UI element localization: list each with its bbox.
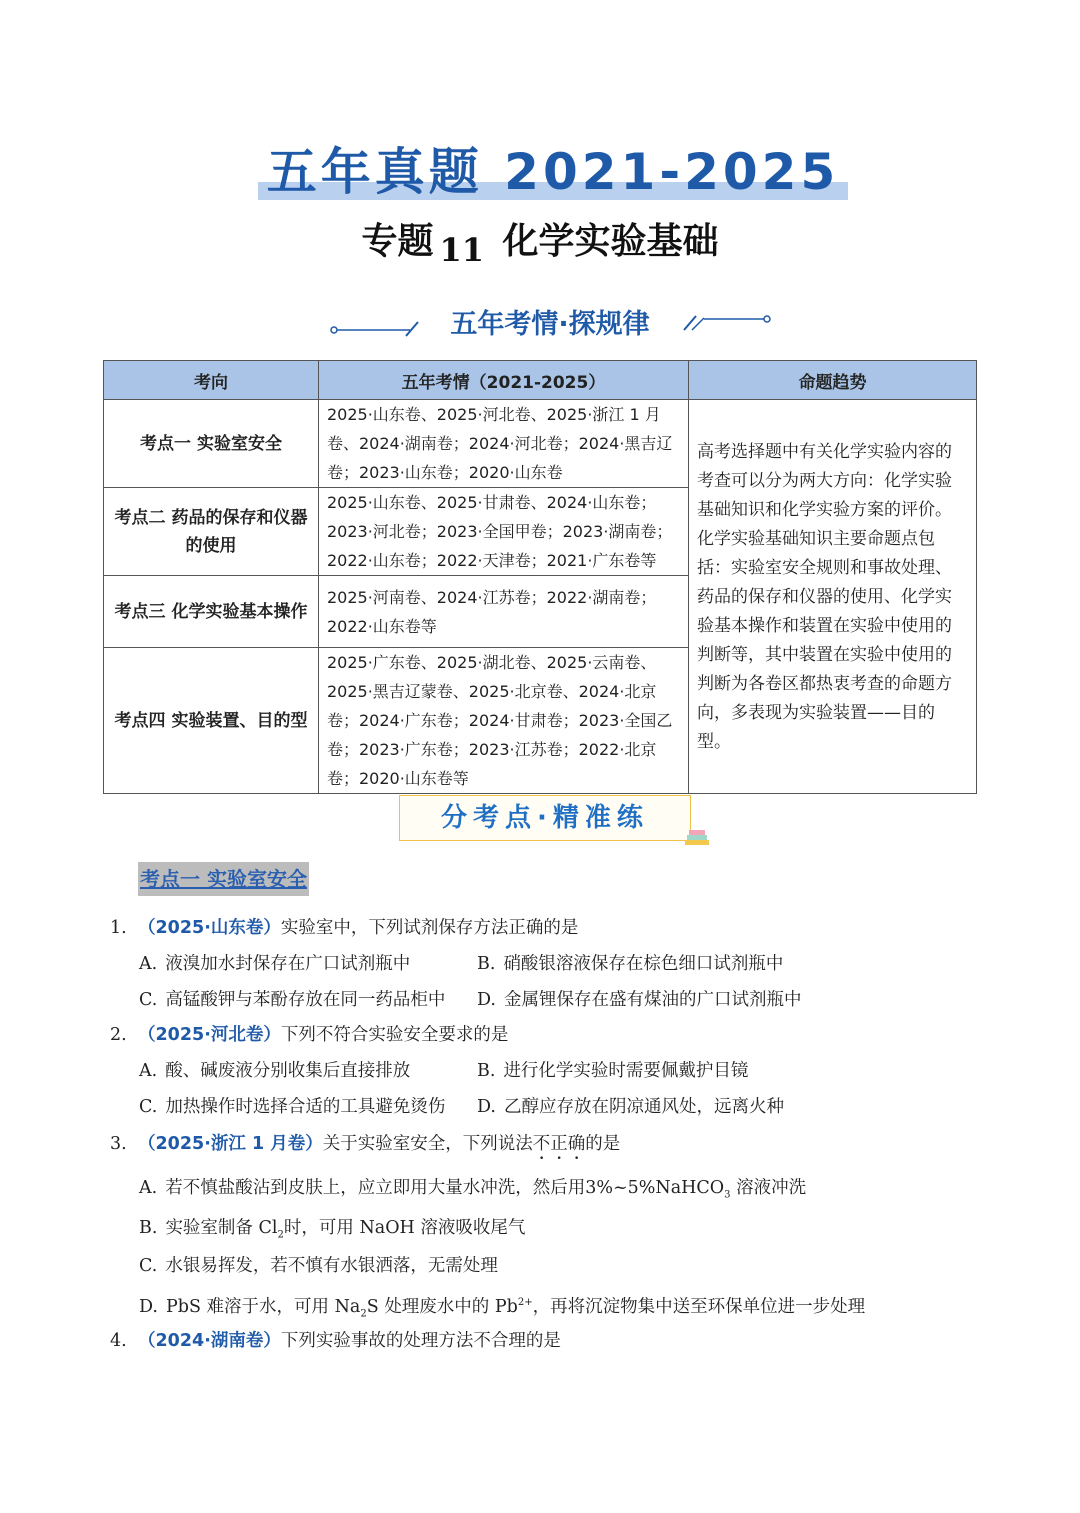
section-heading-overview	[330, 302, 770, 348]
section-practice-label: 分考点·精准练	[441, 803, 649, 833]
section-overview-label: 五年考情·探规律	[450, 309, 650, 340]
question-number: 1.	[110, 918, 127, 938]
option-text: ，再将沉淀物集中送至环保单位进一步处理	[532, 1296, 866, 1317]
option-text: 时，可用	[283, 1218, 354, 1238]
chemical-formula: NaOH	[359, 1218, 415, 1238]
option-text: 金属锂保存在盛有煤油的广口试剂瓶中	[503, 990, 802, 1010]
banner-title: 五年真题 2021-2025	[266, 143, 840, 201]
chemical-formula: 3%~5%NaHCO	[585, 1178, 725, 1198]
chemical-formula: PbS	[165, 1296, 201, 1317]
option-text: 溶液冲洗	[736, 1178, 807, 1198]
option-letter: D.	[139, 1296, 158, 1317]
option-b	[477, 951, 783, 977]
years-cell: 2025·广东卷、2025·湖北卷、2025·云南卷、2025·黑吉辽蒙卷、2025·北京卷、2024·北京卷；2024·广东卷；2024·甘肃卷；2023·全国乙卷；2023·广东卷；2023·江苏卷；2022·北京卷；2020·山东卷等	[319, 648, 689, 794]
question-source: （2025·河北卷）	[138, 1025, 281, 1045]
question-1	[110, 915, 578, 941]
topic-cell: 考点四 实验装置、目的型	[104, 648, 319, 794]
question-number: 4.	[110, 1331, 127, 1351]
question-4	[110, 1328, 561, 1354]
years-cell: 2025·河南卷、2024·江苏卷；2022·湖南卷；2022·山东卷等	[319, 576, 689, 648]
option-d	[477, 987, 801, 1013]
question-number: 3.	[110, 1134, 127, 1154]
chemical-formula: Pb	[494, 1296, 518, 1317]
left-pen-line-icon	[330, 318, 422, 338]
option-b	[477, 1058, 748, 1084]
subject-title	[300, 214, 780, 270]
topic-cell: 考点一 实验室安全	[104, 400, 319, 488]
option-letter: C.	[139, 1256, 158, 1276]
option-letter: C.	[139, 1097, 158, 1117]
title-banner	[258, 140, 848, 206]
option-letter: B.	[139, 1218, 158, 1238]
option-letter: D.	[477, 990, 496, 1010]
years-cell: 2025·山东卷、2025·甘肃卷、2024·山东卷；2023·河北卷；2023·全国甲卷；2023·湖南卷；2022·山东卷；2022·天津卷；2021·广东卷等	[319, 488, 689, 576]
option-a	[139, 1058, 410, 1084]
option-text: 乙醇应存放在阴凉通风处，远离火种	[503, 1097, 784, 1117]
option-letter: D.	[477, 1097, 496, 1117]
option-text: 处理废水中的	[384, 1296, 490, 1317]
option-a	[139, 1175, 806, 1209]
option-text: 溶液吸收尾气	[420, 1218, 526, 1238]
option-letter: A.	[139, 1178, 158, 1198]
books-icon	[684, 828, 710, 846]
question-source: （2024·湖南卷）	[138, 1331, 281, 1351]
question-source: （2025·浙江 1 月卷）	[138, 1134, 323, 1154]
option-c	[139, 1094, 445, 1120]
subject-name: 化学实验基础	[502, 221, 719, 262]
option-letter: B.	[477, 1061, 496, 1081]
option-text: 进行化学实验时需要佩戴护目镜	[503, 1061, 749, 1081]
question-stem: 下列实验事故的处理方法不合理的是	[280, 1331, 561, 1351]
option-text: 加热操作时选择合适的工具避免烫伤	[165, 1097, 446, 1117]
years-cell: 2025·山东卷、2025·河北卷、2025·浙江 1 月卷、2024·湖南卷；2024·河北卷；2024·黑吉辽卷；2023·山东卷；2020·山东卷	[319, 400, 689, 488]
exam-summary-table	[103, 360, 977, 794]
trend-cell	[689, 400, 977, 794]
chemical-formula: Na	[334, 1296, 361, 1317]
right-pen-line-icon	[680, 312, 772, 334]
table-header: 五年考情（2021-2025）	[319, 361, 689, 400]
option-letter: A.	[139, 1061, 158, 1081]
emphasis-text: 不正确	[532, 1134, 586, 1154]
option-text: 高锰酸钾与苯酚存放在同一药品柜中	[165, 990, 446, 1010]
table-header-row	[104, 361, 977, 400]
option-c	[139, 987, 445, 1013]
option-letter: A.	[139, 954, 158, 974]
option-text: 硝酸银溶液保存在棕色细口试剂瓶中	[503, 954, 784, 974]
topic-cell: 考点三 化学实验基本操作	[104, 576, 319, 648]
option-c	[139, 1253, 498, 1279]
option-text: 液溴加水封保存在广口试剂瓶中	[165, 954, 411, 974]
subject-prefix: 专题	[361, 221, 434, 262]
question-stem: 实验室中，下列试剂保存方法正确的是	[280, 918, 579, 938]
section-heading-practice	[399, 795, 691, 841]
formula-subscript: 2	[360, 1308, 367, 1320]
question-3	[110, 1131, 620, 1164]
option-b	[139, 1215, 525, 1249]
question-number: 2.	[110, 1025, 127, 1045]
formula-superscript: 2+	[517, 1297, 533, 1308]
option-text: 难溶于水，可用	[206, 1296, 330, 1317]
point-heading: 考点一 实验室安全	[138, 862, 309, 896]
chemical-formula: Cl	[258, 1218, 278, 1238]
option-d	[139, 1290, 865, 1327]
table-header: 考向	[104, 361, 319, 400]
option-text: 酸、碱废液分别收集后直接排放	[165, 1061, 411, 1081]
option-text: 实验室制备	[165, 1218, 253, 1238]
option-letter: B.	[477, 954, 496, 974]
question-stem: 关于实验室安全，下列说法	[322, 1134, 533, 1154]
option-d	[477, 1094, 784, 1120]
formula-subscript: 2	[277, 1229, 284, 1241]
question-stem-end: 的是	[585, 1134, 621, 1154]
table-header: 命题趋势	[689, 361, 977, 400]
option-letter: C.	[139, 990, 158, 1010]
topic-cell: 考点二 药品的保存和仪器的使用	[104, 488, 319, 576]
chemical-formula: S	[366, 1296, 379, 1317]
option-a	[139, 951, 410, 977]
subject-number: 11	[439, 231, 484, 269]
question-stem: 下列不符合实验安全要求的是	[280, 1025, 509, 1045]
option-text: 水银易挥发，若不慎有水银洒落，无需处理	[165, 1256, 498, 1276]
question-source: （2025·山东卷）	[138, 918, 281, 938]
table-row	[104, 400, 977, 488]
option-text: 若不慎盐酸沾到皮肤上，应立即用大量水冲洗，然后用	[165, 1178, 586, 1198]
trend-text: 高考选择题中有关化学实验内容的考查可以分为两大方向：化学实验基础知识和化学实验方案的评价。化学实验基础知识主要命题点包括：实验室安全规则和事故处理、药品的保存和仪器的使用、化学实验基本操作和装置在实验中使用的判断等，其中装置在实验中使用的判断为各卷区都热衷考查的命题方向，多表现为实验装置——目的型。	[697, 442, 952, 752]
formula-subscript: 3	[724, 1189, 731, 1201]
question-2	[110, 1022, 508, 1048]
